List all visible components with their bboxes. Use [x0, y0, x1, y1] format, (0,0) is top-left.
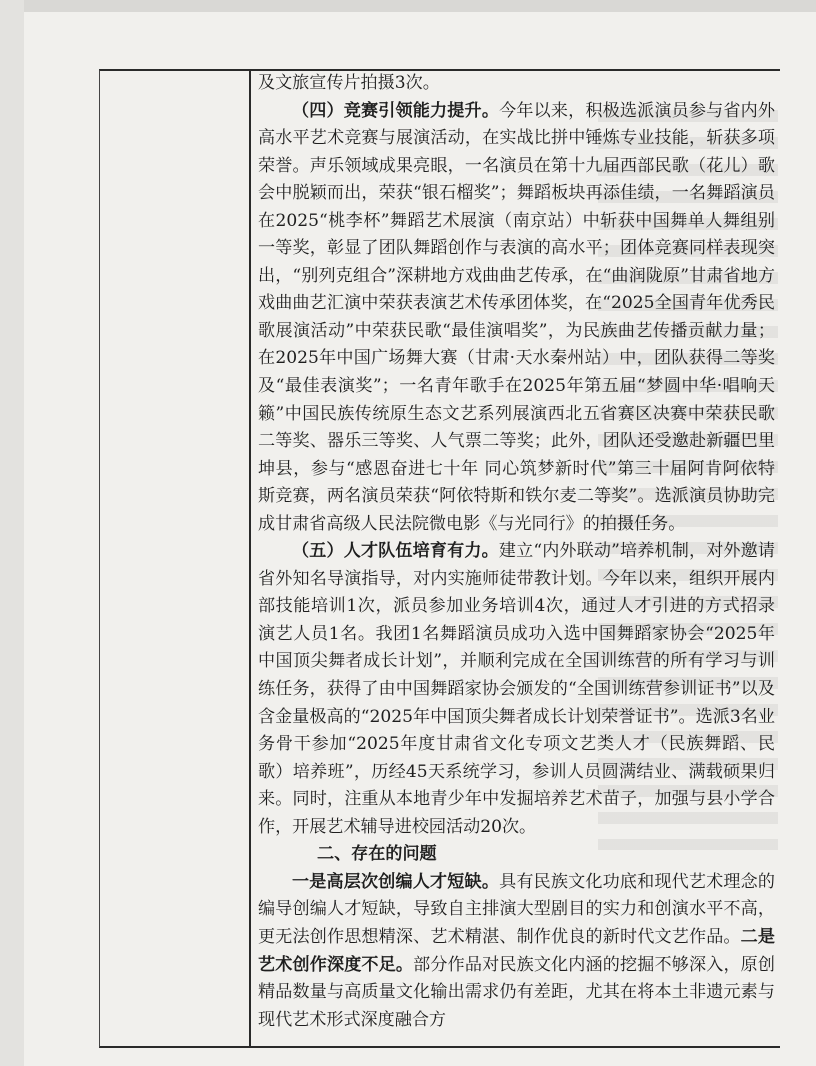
section-heading: 二、存在的问题: [317, 844, 437, 865]
paragraph-body: 建立“内外联动”培养机制，对外邀请省外知名导演指导，对内实施师徒带教计划。今年以来，组织开展内部技能培训1次，派员参加业务培训4次，通过人才引进的方式招录演艺人员1名。我团1名舞蹈演员成功入选中国舞蹈家协会“2025年中国顶尖舞者成长计划”，并顺利完成在全国训练营的所有学习与训练任务，获得了由中国舞蹈家协会颁发的“全国训练营参训证书”以及含金量极高的“2025年中国顶尖舞者成长计划荣誉证书”。选派3名业务骨干参加“2025年度甘肃省文化专项文艺类人才（民族舞蹈、民歌）培养班”，历经45天系统学习，参训人员圆满结业、满载硕果归来。同时，注重从本地青少年中发掘培养艺术苗子，加强与县小学合作，开展艺术辅导进校园活动20次。: [258, 541, 776, 837]
scan-top-edge: [0, 0, 816, 12]
paragraph-continuation: 及文旅宣传片拍摄3次。: [258, 73, 440, 93]
paragraph-talent: [258, 538, 775, 841]
problem-heading-1: 一是高层次创编人才短缺。: [292, 871, 500, 892]
problem-heading-2: 二是艺术创作深度不足。: [258, 926, 776, 975]
paragraph-competition: [258, 98, 775, 539]
scan-left-edge: [0, 0, 24, 1066]
table-column-divider: [249, 69, 251, 1048]
problem-body-1: 具有民族文化功底和现代艺术理念的编导创编人才短缺，导致自主排演大型剧目的实力和创演水平不高，更无法创作思想精深、艺术精湛、制作优良的新时代文艺作品。: [258, 871, 776, 947]
problem-body-2: 部分作品对民族文化内涵的挖掘不够深入，原创精品数量与高质量文化输出需求仍有差距，尤其在将本土非遗元素与现代艺术形式深度融合方: [258, 954, 776, 1030]
paragraph-problems: [258, 869, 775, 1034]
paragraph-heading: （五）人才队伍培育有力。: [292, 541, 499, 562]
report-text-cell: [258, 70, 775, 1034]
paragraph-heading: （四）竞赛引领能力提升。: [292, 100, 500, 121]
paragraph-body: 今年以来，积极选派演员参与省内外高水平艺术竞赛与展演活动，在实战比拼中锤炼专业技能，斩获多项荣誉。声乐领域成果亮眼，一名演员在第十九届西部民歌（花儿）歌会中脱颖而出，荣获“银石榴奖”；舞蹈板块再添佳绩，一名舞蹈演员在2025“桃李杯”舞蹈艺术展演（南京站）中斩获中国舞单人舞组别一等奖，彰显了团队舞蹈创作与表演的高水平；团体竞赛同样表现突出，“别列克组合”深耕地方戏曲曲艺传承，在“曲润陇原”甘肃省地方戏曲曲艺汇演中荣获表演艺术传承团体奖，在“2025全国青年优秀民歌展演活动”中荣获民歌“最佳演唱奖”，为民族曲艺传播贡献力量；在2025年中国广场舞大赛（甘肃·天水秦州站）中，团队获得二等奖及“最佳表演奖”；一名青年歌手在2025年第五届“梦圆中华·唱响天籁”中国民族传统原生态文艺系列展演西北五省赛区决赛中荣获民歌二等奖、器乐三等奖、人气票二等奖；此外，团队还受邀赴新疆巴里坤县，参与“感恩奋进七十年 同心筑梦新时代”第三十届阿肯阿依特斯竞赛，两名演员荣获“阿依特斯和铁尔麦二等奖”。选派演员协助完成甘肃省高级人民法院微电影《与光同行》的拍摄任务。: [258, 100, 776, 534]
